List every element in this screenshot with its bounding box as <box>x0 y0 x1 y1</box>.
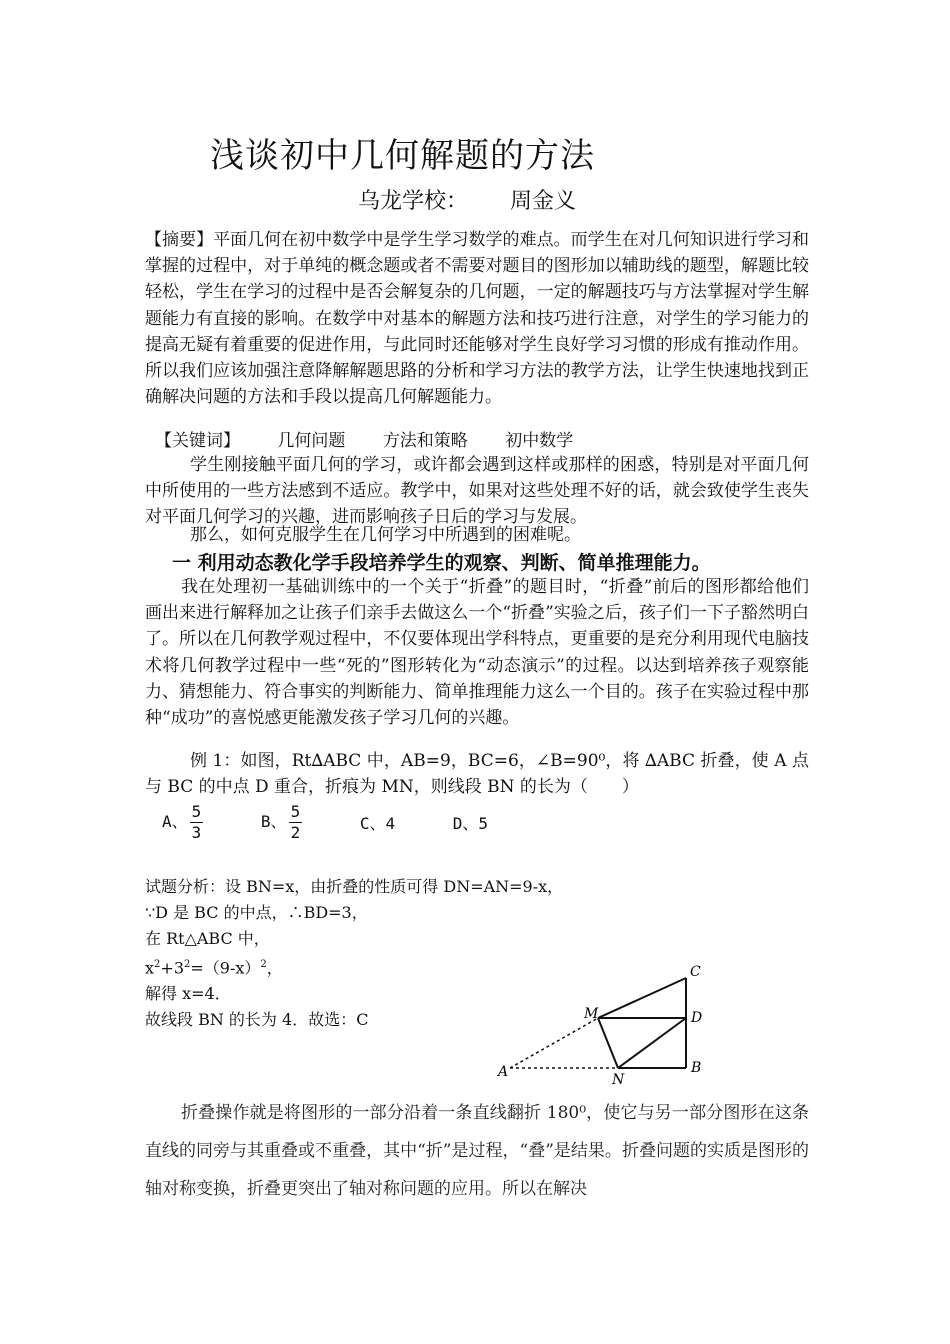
example-paragraph: 例 1：如图，Rt∆ABC 中，AB=9，BC=6，∠B=90⁰，将 ∆ABC 折叠，使 A 点与 BC 的中点 D 重合，折痕为 MN，则线段 BN 的长为（ ） <box>145 751 809 798</box>
analysis-line: 解得 x=4． <box>145 984 231 1004</box>
choice-a <box>162 802 203 843</box>
choice-a-label: A、 <box>162 812 188 831</box>
abstract-paragraph: 【摘要】平面几何在初中数学中是学生学习数学的难点。而学生在对几何知识进行学习和掌握的过程中，对于单纯的概念题或者不需要对题目的图形加以辅助线的题型，解题比较轻松，学生在学习的过程中是否会解复杂的几何题，一定的解题技巧与方法掌握对学生解题能力有直接的影响。在数学中对基本的解题方法和技巧进行注意，对学生的学习能力的提高无疑有着重要的促进作用，与此同时还能够对学生良好学习习惯的形成有推动作用。所以我们应该加强注意降解解题思路的分析和学习方法的教学方法，让学生快速地找到正确解决问题的方法和手段以提高几何解题能力。 <box>145 230 809 408</box>
segment-mc <box>598 978 686 1018</box>
label-n: N <box>612 1072 625 1088</box>
answer-choices <box>162 802 536 843</box>
folding-paragraph: 折叠操作就是将图形的一部分沿着一条直线翻折 180⁰，使它与另一部分图形在这条直线的同旁与其重叠或不重叠，其中“折”是过程，“叠”是结果。折叠问题的实质是图形的轴对称变换，折叠更突出了轴对称问题的应用。所以在解决 <box>145 1103 809 1199</box>
keyword-item: 几何问题 <box>277 431 346 451</box>
keyword-item: 方法和策略 <box>382 431 468 451</box>
analysis-line: 试题分析：设 BN=x，由折叠的性质可得 DN=AN=9-x， <box>145 877 564 896</box>
choice-c: C、4 <box>359 814 396 833</box>
choice-b <box>261 802 302 843</box>
fraction <box>289 802 303 843</box>
author-name: 周金义 <box>510 189 577 214</box>
label-b: B <box>691 1060 702 1076</box>
fraction-denominator: 2 <box>290 823 301 842</box>
keywords-label: 【关键词】 <box>155 431 240 451</box>
eq-part: +3 <box>160 958 184 978</box>
fraction-numerator: 5 <box>290 802 301 821</box>
dashed-am <box>510 1018 598 1068</box>
question-paragraph: 那么，如何克服学生在几何学习中所遇到的困难呢。 <box>190 525 581 545</box>
segment-nd <box>618 1018 686 1068</box>
author-line <box>358 184 576 215</box>
choice-d: D、5 <box>452 814 489 833</box>
author-school: 乌龙学校： <box>358 189 469 214</box>
fraction <box>190 802 204 843</box>
choice-b-label: B、 <box>260 812 287 831</box>
eq-part: x <box>145 958 155 978</box>
eq-part: =（9-x） <box>190 958 261 978</box>
keyword-item: 初中数学 <box>505 431 574 451</box>
fraction-denominator: 3 <box>191 823 202 842</box>
analysis-line: 在 Rt△ABC 中， <box>145 929 270 948</box>
label-a: A <box>498 1064 509 1080</box>
section-paragraph: 我在处理初一基础训练中的一个关于“折叠”的题目时，“折叠”前后的图形都给他们画出来进行解释加之让孩子们亲手去做这么一个“折叠”实验之后，孩子们一下子豁然明白了。所以在几何教学观过程中，不仅要体现出学科特点，更重要的是充分利用现代电脑技术将几何教学过程中一些“死的”图形转化为“动态演示”的过程。以达到培养孩子观察能力、猜想能力、符合事实的判断能力、简单推理能力这么一个目的。孩子在实验过程中那种“成功”的喜悦感更能激发孩子学习几何的兴趣。 <box>145 577 809 729</box>
page-title: 浅谈初中几何解题的方法 <box>210 136 595 176</box>
segment-mn <box>598 1018 618 1068</box>
keywords-line <box>155 426 605 451</box>
label-m: M <box>584 1006 599 1022</box>
label-d: D <box>691 1010 703 1026</box>
analysis-line: ∵D 是 BC 的中点，∴BD=3， <box>145 903 368 922</box>
folding-figure <box>490 958 720 1088</box>
eq-exponent: 2 <box>260 959 267 970</box>
intro-paragraph: 学生刚接触平面几何的学习，或许都会遇到这样或那样的困惑，特别是对平面几何中所使用的一些方法感到不适应。教学中，如果对这些处理不好的话，就会致使学生丧失对平面几何学习的兴趣，进而影响孩子日后的学习与发展。 <box>145 455 809 528</box>
eq-part: ， <box>266 958 283 978</box>
section-heading: 一 利用动态教化学手段培养学生的观察、判断、简单推理能力。 <box>172 552 711 574</box>
eq-exponent: 2 <box>184 959 191 970</box>
eq-exponent: 2 <box>154 959 161 970</box>
fraction-numerator: 5 <box>191 802 202 821</box>
analysis-line: 故线段 BN 的长为 4．故选：C <box>145 1010 369 1030</box>
label-c: C <box>690 964 701 980</box>
